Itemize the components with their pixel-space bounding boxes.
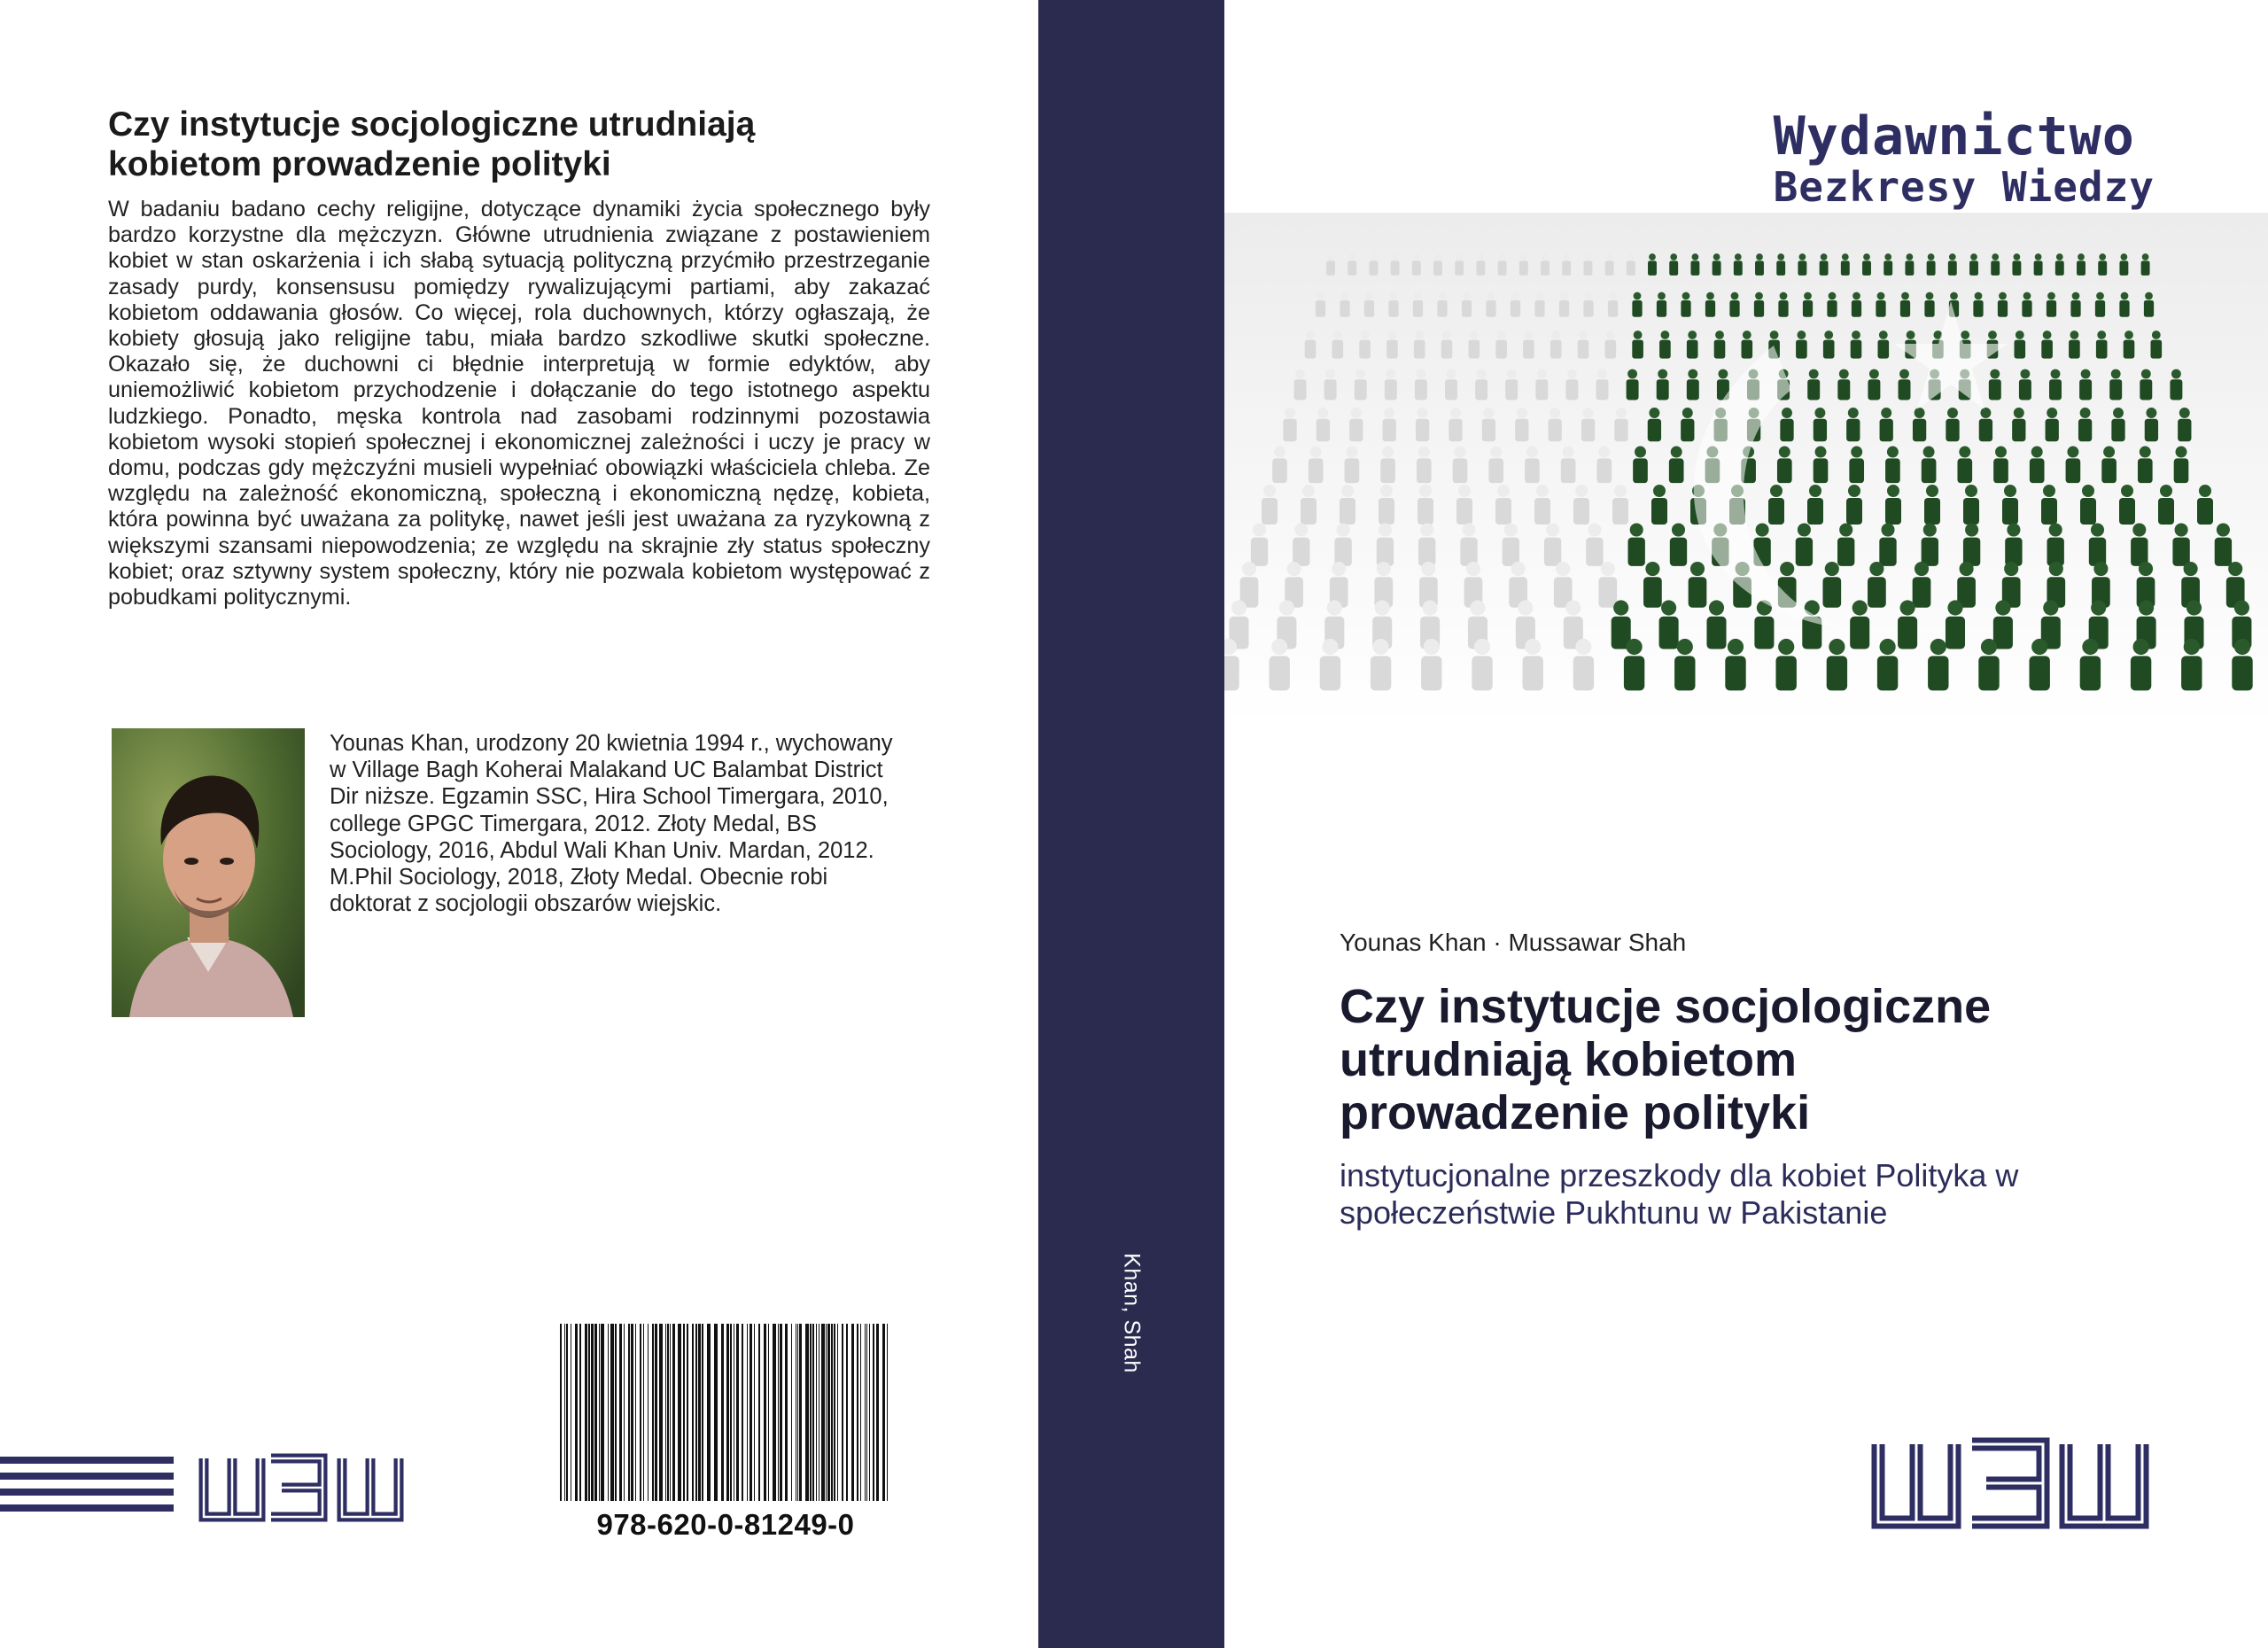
cover-authors: Younas Khan · Mussawar Shah xyxy=(1340,929,1687,956)
publisher-name-line-2: Bezkresy Wiedzy xyxy=(1773,163,2155,211)
cover-art-pakistan-flag-crowd xyxy=(1224,213,2268,727)
back-title-line-1: Czy instytucje socjologiczne utrudniają xyxy=(108,105,756,144)
back-title-line-2: kobietom prowadzenie polityki xyxy=(108,145,611,183)
author-portrait-icon xyxy=(112,728,305,1017)
isbn-number: 978-620-0-81249-0 xyxy=(596,1508,855,1541)
cover-title xyxy=(1340,980,2137,1139)
author-bio: Younas Khan, urodzony 20 kwietnia 1994 r., wychowany w Village Bagh Koherai Malakand UC Balambat District Dir niższe. Egzamin SSC, Hira School Timergara, 2010, college GPGC Timergara, 2012. Złoty Medal, BS Sociology, 2016, Abdul Wali Khan Univ. Mardan, 2012. M.Phil Sociology, 2018, Złoty Medal. Obecnie robi doktorat z socjologii obszarów wiejskic. xyxy=(330,731,893,917)
cover-subtitle xyxy=(1340,1157,2172,1232)
isbn-barcode-icon xyxy=(558,1324,893,1501)
w3w-logo-back xyxy=(0,1453,416,1526)
cover-subtitle-line-2: społeczeństwie Pukhtunu w Pakistanie xyxy=(1340,1194,1888,1231)
front-cover xyxy=(1224,0,2268,1648)
publisher-name-line-1: Wydawnictwo xyxy=(1773,105,2135,167)
barcode-block xyxy=(558,1324,893,1545)
back-cover-blurb: W badaniu badano cechy religijne, dotyczące dynamiki życia społecznego były bardzo korzystne dla mężczyzn. Główne utrudnienia związane z postawieniem kobiet w stan oskarżenia i ich słabą sytuacją polityczną przyćmiło przestrzeganie zasady purdy, konsensusu pomiędzy rywalizującymi partiami, aby zakazać kobietom oddawania głosów. Co więcej, rola duchownych, którzy ogłaszają, że kobiety głosują jako religijne tabu, miała bardzo szkodliwe skutki społeczne. Okazało się, że duchowni ci błędnie interpretują w formie edyktów, aby uniemożliwić kobietom przychodzenie i dołączanie do tego istotnego aspektu ludzkiego. Ponadto, męska kontrola nad zasobami rodzinnymi pozostawia kobietom wysoki stopień społecznej i ekonomicznej zależności i uczy je pracy w domu, podczas gdy mężczyźni musieli wypełniać obowiązki właściciela chleba. Ze względu na zależność ekonomiczną, społeczną i ekonomiczną nędzę, kobieta, która powinna być uważana za politykę, nawet jeśli jest uważana za ryzykowną z większymi szansami niepowodzenia; ze względu na skrajnie zły status społeczny kobiet; oraz sztywny system społeczny, który nie pozwala kobietom występować z pobudkami politycznymi. xyxy=(108,197,930,610)
spine-author-text: Khan, Shah xyxy=(1119,1253,1145,1373)
cover-title-line-2: utrudniają kobietom xyxy=(1340,1033,1798,1086)
back-cover xyxy=(0,0,1038,1648)
back-cover-title xyxy=(108,105,932,184)
book-spine xyxy=(1038,0,1224,1648)
cover-title-line-1: Czy instytucje socjologiczne xyxy=(1340,980,1992,1033)
w3w-logo-front xyxy=(1869,1437,2162,1531)
publisher-logo xyxy=(1773,105,2155,211)
author-photo xyxy=(112,728,305,1017)
cover-subtitle-line-1: instytucjonalne przeszkody dla kobiet Polityka w xyxy=(1340,1157,2019,1193)
cover-title-line-3: prowadzenie polityki xyxy=(1340,1086,1811,1139)
